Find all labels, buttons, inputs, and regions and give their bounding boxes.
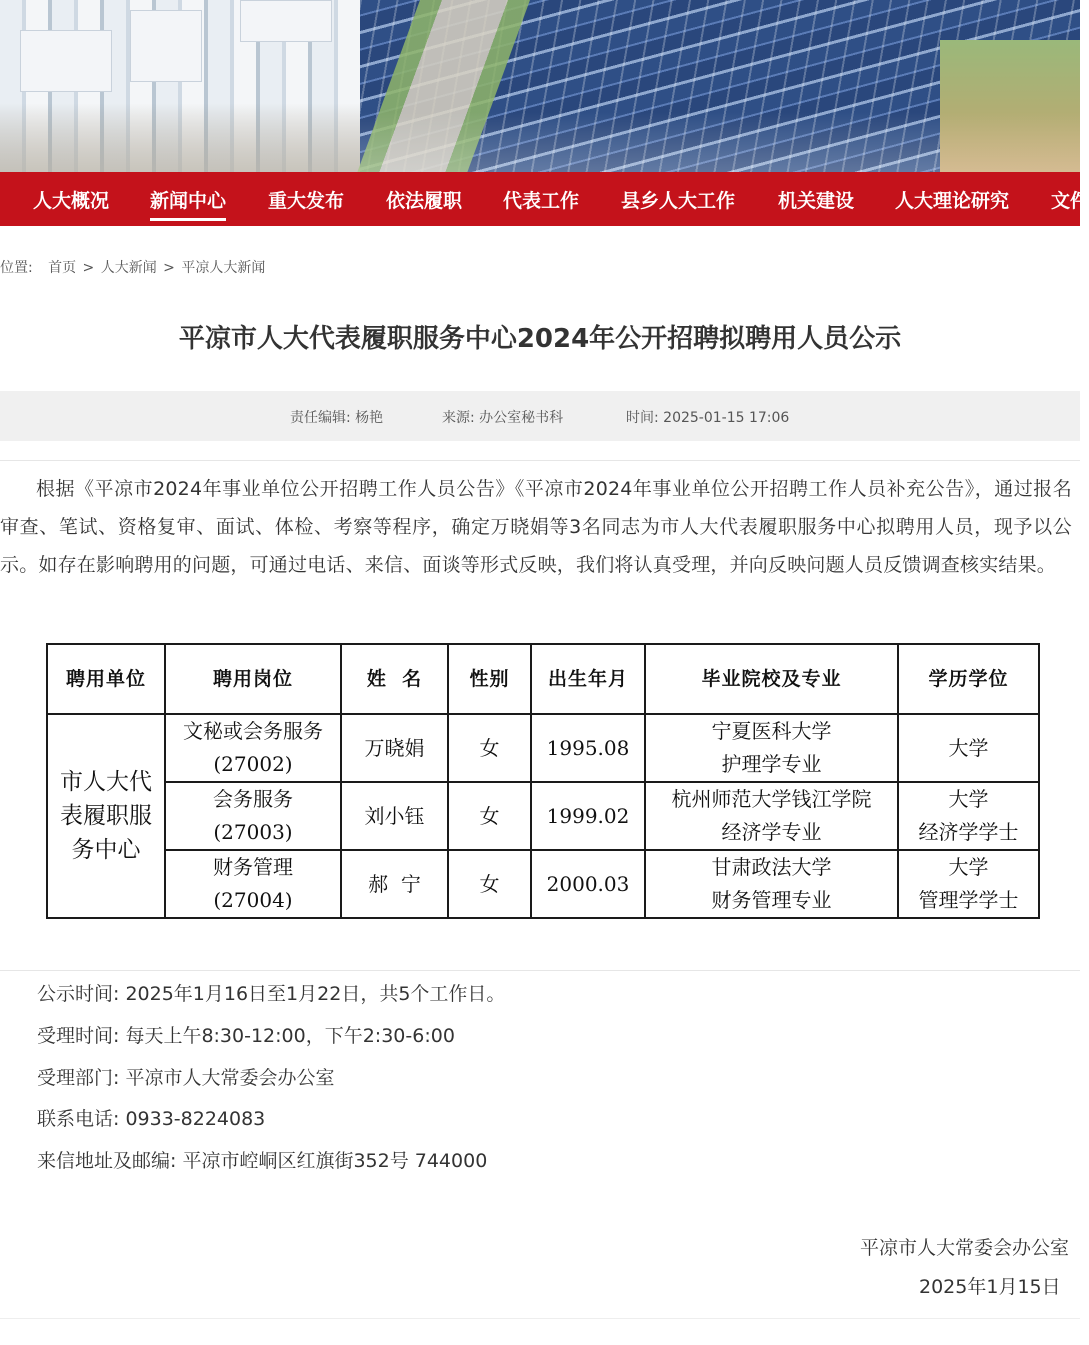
post-title: 文秘或会务服务 — [183, 719, 323, 743]
nav-item-organ[interactable]: 机关建设 — [778, 190, 855, 212]
cell-name: 万晓娟 — [341, 714, 448, 782]
school-name: 宁夏医科大学 — [711, 719, 832, 743]
nav-item-duties[interactable]: 依法履职 — [386, 190, 463, 212]
divider — [0, 460, 1080, 461]
cell-birth: 2000.03 — [531, 850, 645, 918]
cell-education — [898, 782, 1039, 850]
table-row — [47, 782, 1039, 850]
cell-post — [165, 782, 341, 850]
breadcrumb-home[interactable]: 首页 — [48, 260, 77, 276]
article-title: 平凉市人大代表履职服务中心2024年公开招聘拟聘用人员公示 — [178, 324, 902, 354]
article-paragraph: 根据《平凉市2024年事业单位公开招聘工作人员公告》《平凉市2024年事业单位公开招聘工作人员补充公告》，通过报名审查、笔试、资格复审、面试、体检、考察等程序，确定万晓娟等3名同志为市人大代表履职服务中心拟聘用人员，现予以公示。如存在影响聘用的问题，可通过电话、来信、面谈等形式反映，我们将认真受理，并向反映问题人员反馈调查核实结果。 — [0, 478, 1072, 576]
table-row — [47, 714, 1039, 782]
cell-education — [898, 850, 1039, 918]
header-post: 聘用岗位 — [165, 644, 341, 714]
cell-gender: 女 — [448, 714, 531, 782]
school-major: 护理学专业 — [721, 752, 822, 776]
header-banner — [0, 0, 1080, 172]
nav-item-theory[interactable]: 人大理论研究 — [895, 190, 1010, 212]
post-title: 会务服务 — [213, 787, 293, 811]
header-name: 姓 名 — [341, 644, 448, 714]
cell-name: 刘小钰 — [341, 782, 448, 850]
nav-item-deputies[interactable]: 代表工作 — [503, 190, 580, 212]
cell-name: 郝 宁 — [341, 850, 448, 918]
recruitment-table — [46, 643, 1040, 919]
cell-post — [165, 714, 341, 782]
school-major: 经济学专业 — [721, 820, 822, 844]
post-code: (27004) — [213, 888, 293, 912]
article-source: 来源: 办公室秘书科 — [442, 410, 564, 426]
cell-education — [898, 714, 1039, 782]
notice-address: 来信地址及邮编: 平凉市崆峒区红旗街352号 744000 — [37, 1150, 488, 1172]
education-level: 大学 — [948, 855, 989, 879]
signature-date: 2025年1月15日 — [919, 1276, 1061, 1298]
recruitment-table-image — [46, 643, 1038, 919]
main-nav — [0, 172, 1089, 226]
cell-school — [645, 714, 898, 782]
article-editor: 责任编辑: 杨艳 — [290, 410, 384, 426]
table-row — [47, 850, 1039, 918]
breadcrumb-separator: > — [163, 260, 175, 276]
cell-post — [165, 850, 341, 918]
cell-unit — [47, 714, 165, 918]
notice-phone: 联系电话: 0933-8224083 — [37, 1108, 266, 1130]
notice-hours: 受理时间: 每天上午8:30-12:00，下午2:30-6:00 — [37, 1025, 455, 1047]
breadcrumb-level1[interactable]: 人大新闻 — [100, 260, 157, 276]
article-time: 时间: 2025-01-15 17:06 — [626, 410, 790, 426]
education-level: 大学 — [948, 735, 989, 760]
breadcrumb-separator: > — [82, 260, 95, 276]
school-name: 甘肃政法大学 — [711, 855, 832, 879]
unit-text: 市人大代表履职服务中心 — [60, 769, 152, 863]
cell-birth: 1999.02 — [531, 782, 645, 850]
post-code: (27003) — [213, 820, 293, 844]
cell-birth: 1995.08 — [531, 714, 645, 782]
banner-building — [130, 10, 202, 82]
header-birth: 出生年月 — [531, 644, 645, 714]
header-unit: 聘用单位 — [47, 644, 165, 714]
nav-item-documents[interactable]: 文件 — [1051, 190, 1089, 212]
cell-gender: 女 — [448, 782, 531, 850]
education-degree: 管理学学士 — [918, 888, 1019, 912]
school-name: 杭州师范大学钱江学院 — [671, 787, 872, 811]
post-title: 财务管理 — [213, 855, 293, 879]
notice-period: 公示时间: 2025年1月16日至1月22日，共5个工作日。 — [37, 983, 506, 1005]
article-meta — [0, 391, 1080, 441]
divider — [0, 1318, 1080, 1319]
header-gender: 性别 — [448, 644, 531, 714]
cell-school — [645, 850, 898, 918]
cell-school — [645, 782, 898, 850]
notice-department: 受理部门: 平凉市人大常委会办公室 — [37, 1067, 335, 1089]
nav-item-releases[interactable]: 重大发布 — [268, 190, 345, 212]
nav-item-overview[interactable]: 人大概况 — [33, 190, 110, 212]
post-code: (27002) — [213, 752, 293, 776]
table-header-row — [47, 644, 1039, 714]
breadcrumb — [0, 257, 267, 277]
nav-item-county[interactable]: 县乡人大工作 — [621, 190, 736, 212]
nav-item-news[interactable]: 新闻中心 — [150, 186, 226, 213]
cell-gender: 女 — [448, 850, 531, 918]
signature-org: 平凉市人大常委会办公室 — [860, 1237, 1070, 1259]
school-major: 财务管理专业 — [711, 888, 832, 912]
banner-building — [20, 30, 112, 92]
header-school: 毕业院校及专业 — [645, 644, 898, 714]
education-degree: 经济学学士 — [918, 820, 1019, 844]
education-level: 大学 — [948, 787, 989, 811]
divider — [0, 970, 1080, 971]
banner-building — [240, 0, 332, 42]
breadcrumb-level2[interactable]: 平凉人大新闻 — [181, 260, 266, 276]
header-education: 学历学位 — [898, 644, 1039, 714]
breadcrumb-prefix: 位置: — [0, 260, 33, 276]
